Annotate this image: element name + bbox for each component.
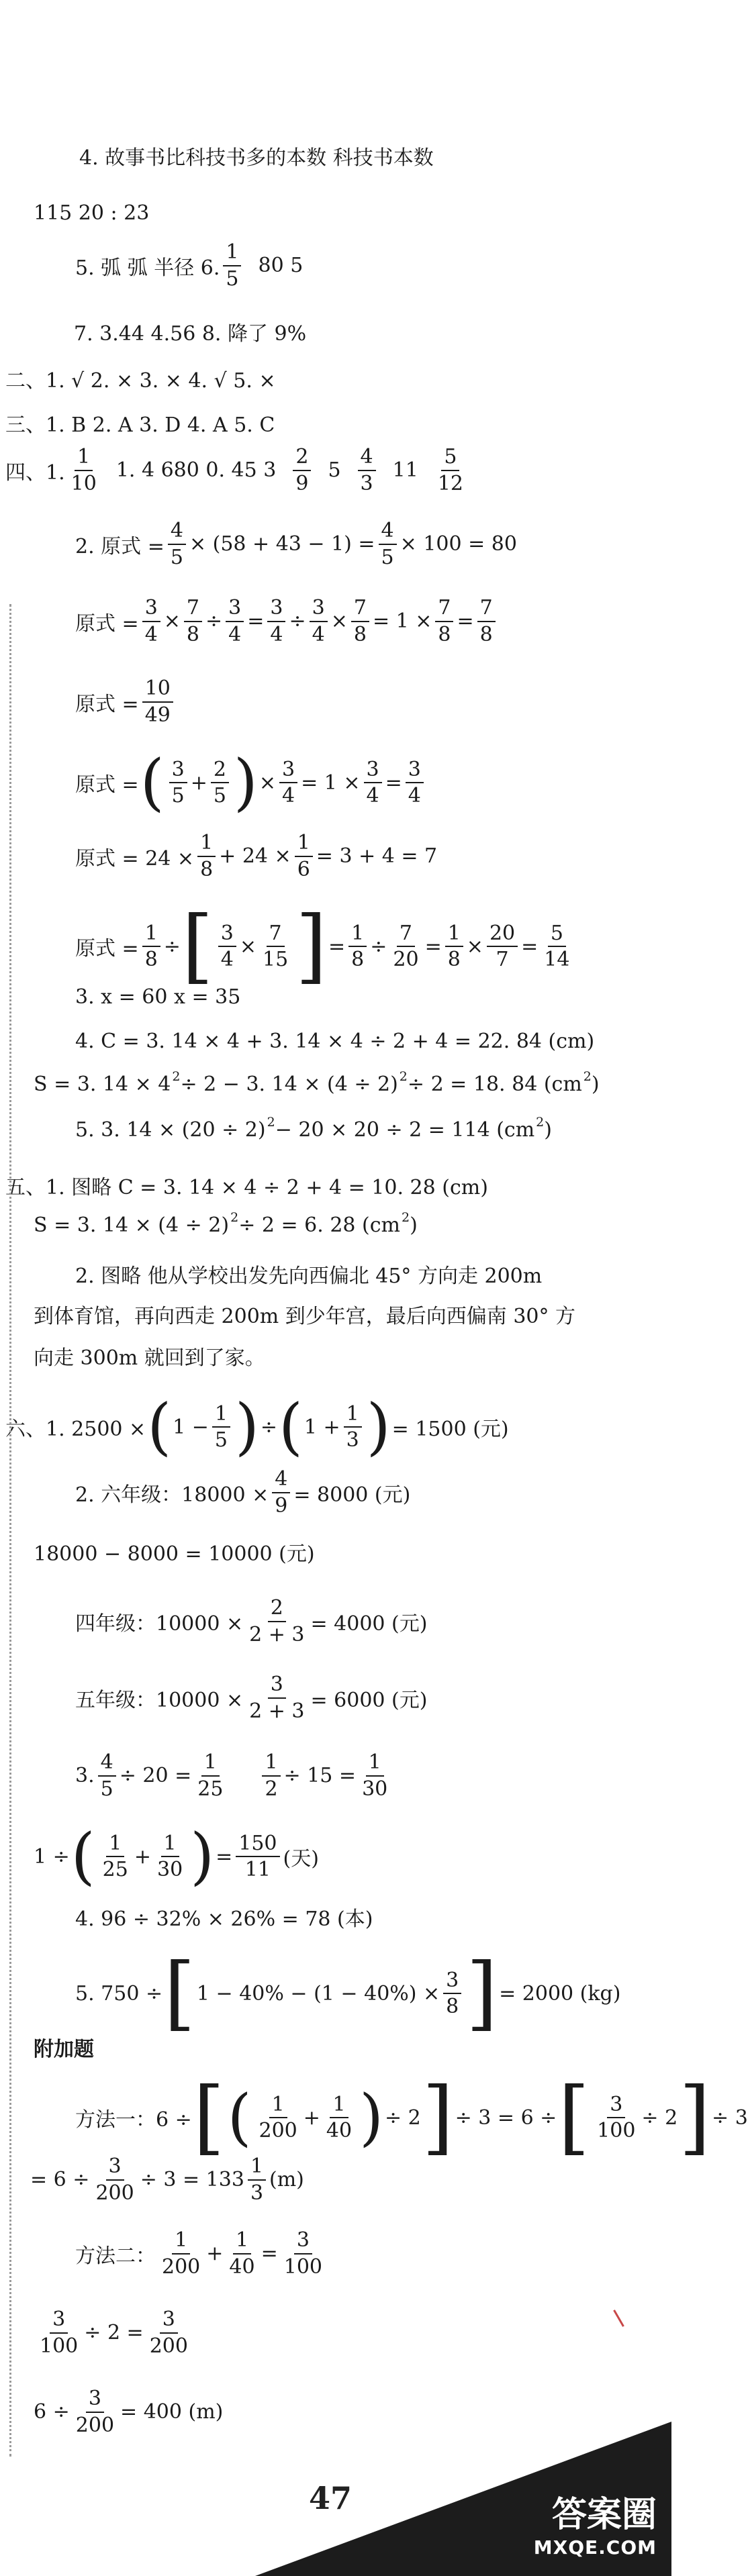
answer-line: S = 3. 14 × 4 2 ÷ 2 − 3. 14 × (4 ÷ 2) 2 ÷ 2 = 18. 84 (cm 2 ) bbox=[34, 1069, 600, 1096]
fraction: $\frac{3}{100}$ bbox=[40, 2308, 79, 2358]
fraction: $\frac{1}{3}$ bbox=[344, 1403, 362, 1451]
answer-line: 原式 = 24 × $\frac{1}{8}$ + 24 × $\frac{1}{6}$ = 3 + 4 = 7 bbox=[75, 831, 438, 881]
answer-line: 原式 = $\frac{3}{4}$ × $\frac{7}{8}$ ÷ $\frac{3}{4}$ = $\frac{3}{4}$ ÷ $\frac{3}{4}$ × $\frac{7}{8}$ = 1 × $\frac{7}{8}$ = $\frac{7}{8}$ bbox=[75, 597, 499, 645]
answer-line: 原式 = ( $\frac{3}{5}$ + $\frac{2}{5}$ ) × $\frac{3}{4}$ = 1 × $\frac{3}{4}$ = $\frac{3}{4}$ bbox=[75, 752, 427, 813]
fraction: $\frac{3}{2 + 3}$ bbox=[249, 1673, 305, 1723]
fraction: $\frac{4}{5}$ bbox=[168, 520, 186, 568]
fraction: $\frac{7}{20}$ bbox=[393, 921, 419, 971]
fraction: $\frac{3}{4}$ bbox=[406, 759, 424, 807]
fraction: $\frac{1}{8}$ bbox=[197, 832, 216, 880]
fraction: $\frac{5}{14}$ bbox=[544, 921, 570, 971]
fraction: $\frac{1}{8}$ bbox=[348, 923, 367, 971]
answer-line: 3. $\frac{4}{5}$ ÷ 20 = $\frac{1}{25}$ $\frac{1}{2}$ ÷ 15 = $\frac{1}{30}$ bbox=[75, 1752, 393, 1799]
fraction: $\frac{2}{2 + 3}$ bbox=[249, 1596, 305, 1646]
fraction: $\frac{4}{3}$ bbox=[358, 446, 376, 494]
fraction: $\frac{3}{4}$ bbox=[310, 597, 328, 645]
fraction: $\frac{7}{8}$ bbox=[351, 597, 369, 645]
fraction: $\frac{1}{8}$ bbox=[142, 923, 160, 971]
answer-line: 2. 原式 = $\frac{4}{5}$ × (58 + 43 − 1) = $\frac{4}{5}$ × 100 = 80 bbox=[75, 519, 517, 569]
fraction: $\frac{4}{5}$ bbox=[379, 520, 397, 568]
fraction: $\frac{1}{200}$ bbox=[162, 2228, 201, 2279]
answer-line: 到体育馆，再向西走 200m 到少年宫，最后向西偏南 30° 方 bbox=[34, 1305, 576, 1328]
answer-line: 四、1. $\frac{1}{10}$ 1. 4 680 0. 45 3 $\frac{2}{9}$ 5 $\frac{4}{3}$ 11 $\frac{5}{12}$ bbox=[5, 446, 469, 494]
fraction: $\frac{3}{200}$ bbox=[75, 2387, 115, 2437]
answer-line: 二、1. √ 2. × 3. × 4. √ 5. × bbox=[5, 369, 276, 393]
answer-line: 原式 = $\frac{1}{8}$ ÷ [ $\frac{3}{4}$ × $\frac{7}{15}$ ] = $\frac{1}{8}$ ÷ $\frac{7}{20}$ = $\frac{1}{8}$ × $\frac{20}{7}$ = $\frac{5}{14}$ bbox=[75, 906, 575, 987]
answer-line: S = 3. 14 × (4 ÷ 2) 2 ÷ 2 = 6. 28 (cm 2 ) bbox=[34, 1209, 418, 1237]
pen-mark bbox=[613, 2310, 624, 2327]
fraction: $\frac{4}{9}$ bbox=[272, 1469, 290, 1516]
answer-line: 三、1. B 2. A 3. D 4. A 5. C bbox=[5, 413, 275, 437]
answer-line: 4. 故事书比科技书多的本数 科技书本数 bbox=[79, 146, 434, 170]
fraction: $\frac{4}{5}$ bbox=[98, 1752, 116, 1799]
fraction: $\frac{3}{4}$ bbox=[142, 597, 160, 645]
fraction: $\frac{3}{4}$ bbox=[364, 759, 382, 807]
fraction: $\frac{1}{30}$ bbox=[157, 1831, 183, 1881]
fraction: $\frac{7}{8}$ bbox=[184, 597, 202, 645]
fraction: $\frac{3}{8}$ bbox=[443, 1970, 461, 2018]
fraction: $\frac{1}{25}$ bbox=[197, 1750, 224, 1801]
fraction: $\frac{7}{8}$ bbox=[435, 597, 453, 645]
margin-guide-line bbox=[9, 604, 11, 2457]
answer-line: 五、1. 图略 C = 3. 14 × 4 ÷ 2 + 4 = 10. 28 (cm) bbox=[5, 1176, 488, 1199]
answer-line: 六、1. 2500 × ( 1 − $\frac{1}{5}$ ) ÷ ( 1 + $\frac{1}{3}$ ) = 1500 (元) bbox=[5, 1391, 509, 1463]
fraction: $\frac{150}{11}$ bbox=[236, 1833, 279, 1881]
expr-text: 80 5 bbox=[258, 254, 303, 277]
fraction: $\frac{10}{49}$ bbox=[142, 678, 173, 726]
section-heading: 附加题 bbox=[34, 2038, 94, 2061]
fraction: $\frac{1}{25}$ bbox=[102, 1831, 128, 1881]
fraction: $\frac{1}{30}$ bbox=[362, 1750, 388, 1801]
fraction: $\frac{2}{9}$ bbox=[293, 446, 311, 494]
answer-line: 5. 750 ÷ [ 1 − 40% − (1 − 40%) × $\frac{3}{8}$ ] = 2000 (kg) bbox=[75, 1946, 621, 2040]
answer-line: 7. 3.44 4.56 8. 降了 9% bbox=[74, 322, 307, 346]
fraction: $\frac{1}{6}$ bbox=[295, 832, 313, 880]
fraction: $\frac{3}{100}$ bbox=[597, 2092, 636, 2142]
fraction: $\frac{3}{200}$ bbox=[149, 2308, 188, 2358]
answer-line: 115 20 : 23 bbox=[34, 201, 150, 225]
fraction: $\frac{1}{200}$ bbox=[259, 2092, 297, 2142]
answer-line: 5. 3. 14 × (20 ÷ 2) 2 − 20 × 20 ÷ 2 = 114 (cm 2 ) bbox=[75, 1114, 552, 1142]
answer-line bbox=[75, 242, 303, 289]
answer-line: 方法二： $\frac{1}{200}$ + $\frac{1}{40}$ = $\frac{3}{100}$ bbox=[75, 2230, 328, 2277]
answer-line: 2. 图略 他从学校出发先向西偏北 45° 方向走 200m bbox=[75, 1265, 543, 1288]
answer-line: 18000 − 8000 = 10000 (元) bbox=[34, 1542, 315, 1566]
fraction: $\frac{3}{100}$ bbox=[283, 2228, 322, 2279]
expr-text: 5. 弧 弧 半径 6. bbox=[75, 256, 220, 280]
fraction: $\frac{3}{4}$ bbox=[218, 923, 236, 971]
answer-line: 4. 96 ÷ 32% × 26% = 78 (本) bbox=[75, 1908, 373, 1931]
answer-line: 4. C = 3. 14 × 4 + 3. 14 × 4 ÷ 2 + 4 = 22. 84 (cm) bbox=[75, 1030, 595, 1053]
answer-line: 原式 = $\frac{10}{49}$ bbox=[75, 678, 177, 726]
fraction: $\frac{2}{5}$ bbox=[211, 759, 229, 807]
fraction: $\frac{7}{8}$ bbox=[477, 597, 496, 645]
answer-line: 2. 六年级：18000 × $\frac{4}{9}$ = 8000 (元) bbox=[75, 1467, 411, 1518]
fraction: $\frac{20}{7}$ bbox=[487, 923, 518, 971]
answer-line: 6 ÷ $\frac{3}{200}$ = 400 (m) bbox=[34, 2387, 224, 2437]
page-number: 47 bbox=[309, 2480, 353, 2516]
answer-line: $\frac{3}{100}$ ÷ 2 = $\frac{3}{200}$ bbox=[34, 2309, 194, 2357]
fraction: $\frac{1}{3}$ bbox=[248, 2156, 266, 2203]
answer-line: = 6 ÷ $\frac{3}{200}$ ÷ 3 = 133 $\frac{1}{3}$ (m) bbox=[30, 2154, 304, 2205]
fraction: $\frac{3}{200}$ bbox=[95, 2154, 134, 2205]
fraction: $\frac{3}{4}$ bbox=[226, 597, 244, 645]
answer-line: 1 ÷ ( $\frac{1}{25}$ + $\frac{1}{30}$ ) = $\frac{150}{11}$ (天) bbox=[34, 1820, 319, 1892]
answer-line: 方法一：6 ÷ [ ( $\frac{1}{200}$ + $\frac{1}{40}$ ) ÷ 2 ] ÷ 3 = 6 ÷ [ $\frac{3}{100}$ ÷ 2 ] ÷ 3 bbox=[75, 2071, 748, 2164]
watermark-logo: 答案圈 MXQE.COM bbox=[533, 2495, 657, 2559]
fraction: $\frac{3}{5}$ bbox=[169, 759, 187, 807]
fraction: $\frac{1}{40}$ bbox=[326, 2092, 353, 2142]
fraction: $\frac{7}{15}$ bbox=[262, 921, 289, 971]
fraction: $\frac{5}{12}$ bbox=[437, 445, 464, 495]
fraction: $\frac{1}{5}$ bbox=[212, 1403, 230, 1451]
fraction: $\frac{1}{40}$ bbox=[229, 2228, 255, 2279]
answer-line: 四年级：10000 × $\frac{2}{2 + 3}$ = 4000 (元) bbox=[75, 1596, 428, 1646]
answer-line: 3. x = 60 x = 35 bbox=[75, 985, 241, 1009]
fraction: $\frac{3}{4}$ bbox=[267, 597, 285, 645]
fraction: $\frac{1}{5}$ bbox=[223, 242, 241, 289]
answer-line: 五年级：10000 × $\frac{3}{2 + 3}$ = 6000 (元) bbox=[75, 1673, 428, 1723]
fraction: $\frac{1}{10}$ bbox=[71, 445, 97, 495]
answer-line: 向走 300m 就回到了家。 bbox=[34, 1346, 265, 1370]
fraction: $\frac{1}{2}$ bbox=[262, 1752, 280, 1799]
fraction: $\frac{3}{4}$ bbox=[279, 759, 297, 807]
fraction: $\frac{1}{8}$ bbox=[445, 923, 463, 971]
